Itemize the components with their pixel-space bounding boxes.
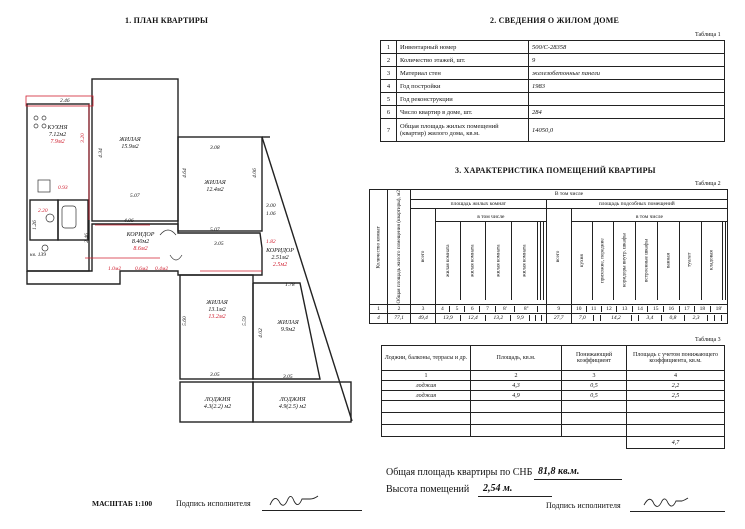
total-area-label: Общая площадь квартиры по СНБ xyxy=(386,467,533,478)
table-row: 2 Количество этажей, шт. 9 xyxy=(381,54,725,67)
dimension-label: 3.08 xyxy=(210,145,220,151)
floor-plan-drawing xyxy=(0,0,360,500)
room-area-corrected: 8.6м2 xyxy=(133,246,148,252)
room-name: КОРИДОР xyxy=(126,232,155,238)
dimension-label: 1.26 xyxy=(31,220,38,230)
area-label: 0.93 xyxy=(58,185,68,191)
room-label-corridor-1 xyxy=(113,232,168,253)
dimension-label: 5.07 xyxy=(210,227,220,233)
height-underline xyxy=(478,496,552,497)
dimension-label: 3.05 xyxy=(210,372,220,378)
room-area: 4.3(2.2) м2 xyxy=(203,404,232,410)
dimension-label: 2.46 xyxy=(60,98,70,104)
total-area-value: 81,8 кв.м. xyxy=(538,466,580,477)
table3-label: Таблица 3 xyxy=(695,337,721,343)
column-number-row: 1 2 3 4 5 6 7 8' 8'' 9 10 11 12 13 14 15 16 17 18 18' xyxy=(370,304,728,313)
area-label: 2.20 xyxy=(38,208,48,214)
table1-label: Таблица 1 xyxy=(695,32,721,38)
dimension-label: 4.06 xyxy=(124,218,134,224)
apartment-number: кв. 139 xyxy=(30,252,46,258)
loggia-total: 4,7 xyxy=(627,437,725,449)
plan-title: 1. ПЛАН КВАРТИРЫ xyxy=(125,16,209,25)
table-row: 1 Инвентарный номер 500/С-28358 xyxy=(381,41,725,54)
dimension-label: 4.64 xyxy=(181,168,188,178)
room-name: ЖИЛАЯ xyxy=(119,137,141,143)
dimension-label: 1.78 xyxy=(285,282,295,288)
room-area: 8.40м2 xyxy=(131,239,150,245)
dimension-label: 4.06 xyxy=(251,168,258,178)
dimension-label: 5.07 xyxy=(130,193,140,199)
room-label-loggia-2 xyxy=(265,397,320,411)
area-label: 1.82 xyxy=(266,239,276,245)
table-row: 7 Общая площадь жилых помещений (квартир) жилого дома, кв.м. 14050,0 xyxy=(381,119,725,142)
room-label-living-1 xyxy=(100,137,160,151)
room-area: 15.9м2 xyxy=(121,144,139,150)
area-label: 0.4м2 xyxy=(155,266,169,272)
table-row: 3 Материал стен железобетонные панели xyxy=(381,67,725,80)
room-area: 9.9м2 xyxy=(280,327,296,333)
dimension-label: 4.02 xyxy=(257,328,264,338)
room-name: ЛОДЖИЯ xyxy=(204,397,231,403)
room-name: КОРИДОР xyxy=(266,248,294,254)
table-row: лоджия 4,9 0,5 2,5 xyxy=(382,391,725,401)
apartment-rooms-table: Количество комнат Общая площадь жилого помещения (квартиры), м2 В том числе площадь жилых комнат площадь подсобных помещений всего в том числе жилая комната жилая комната жилая комната жилая комната всего в том числе кухня прихожие, передние коридоры внутр. шкафы встроенные шкафы ванная туалет кладовая 1 2 3 4 5 6 7 8' 8'' 9 10 11 12 13 14 15 16 17 18 18' 4 77,1 49,4 13,9 12,4 13,2 9,9 27,7 7,0 14,2 3,4 0,8 2,3 xyxy=(369,189,728,324)
loggia-table: Лоджии, балконы, террасы и др. Площадь, кв.м. Понижающий коэффициент Площадь с учетом понижающего коэффициента, кв.м. 1 2 3 4 лоджия 4,3 0,5 2,2 лоджия 4,9 0,5 2,5 4,7 xyxy=(381,345,725,449)
room-area: 13.1м2 xyxy=(208,307,226,313)
footer-signature-icon xyxy=(640,493,690,511)
room-label-living-4 xyxy=(268,320,308,334)
room-area: 7.12м2 xyxy=(48,132,67,138)
table-row: 4 Год постройки 1983 xyxy=(381,80,725,93)
room-area: 2.51м2 xyxy=(271,255,289,261)
area-label: 0.6м2 xyxy=(135,266,149,272)
dimension-label: 5.59 xyxy=(241,316,248,326)
dimension-label: 3.20 xyxy=(79,133,86,143)
table2-label: Таблица 2 xyxy=(695,181,721,187)
room-name: ЖИЛАЯ xyxy=(206,300,228,306)
room-area: 12.4м2 xyxy=(206,187,224,193)
signature-icon xyxy=(265,492,325,510)
apartment-title: 3. ХАРАКТЕРИСТИКА ПОМЕЩЕНИЙ КВАРТИРЫ xyxy=(455,166,656,175)
signature-line xyxy=(262,510,362,511)
scale-label: МАСШТАБ 1:100 xyxy=(92,499,153,508)
dimension-label: 5.60 xyxy=(181,316,188,326)
table-row: 5 Год реконструкции xyxy=(381,93,725,106)
footer-signature-line xyxy=(630,511,725,512)
room-name: КУХНЯ xyxy=(47,125,68,131)
values-row: 4 77,1 49,4 13,9 12,4 13,2 9,9 27,7 7,0 14,2 3,4 0,8 2,3 xyxy=(370,313,728,323)
room-label-corridor-2 xyxy=(260,248,300,269)
house-title: 2. СВЕДЕНИЯ О ЖИЛОМ ДОМЕ xyxy=(490,16,620,25)
room-area-corrected: 7.9м2 xyxy=(50,139,65,145)
table-row: 6 Число квартир в доме, шт. 284 xyxy=(381,106,725,119)
room-area: 4.9(2.5) м2 xyxy=(278,404,307,410)
area-label: 3.00 xyxy=(266,203,276,209)
room-name: ЖИЛАЯ xyxy=(277,320,299,326)
room-area-corrected: 13.2м2 xyxy=(208,314,226,320)
room-label-living-2 xyxy=(185,180,245,194)
footer-signature-label: Подпись исполнителя xyxy=(546,501,621,510)
signature-label: Подпись исполнителя xyxy=(176,499,251,508)
area-label: 1.06 xyxy=(266,211,276,217)
dimension-label: 3.05 xyxy=(214,241,224,247)
room-label-loggia-1 xyxy=(190,397,245,411)
room-label-kitchen xyxy=(30,125,85,146)
room-area-corrected: 2.5м2 xyxy=(272,262,288,268)
dimension-label: 2.46 xyxy=(83,233,90,243)
room-label-living-3 xyxy=(192,300,242,321)
dimension-label: 4.34 xyxy=(97,148,104,158)
area-label: 1.0м2 xyxy=(108,266,122,272)
living-room-3-walls xyxy=(180,275,253,379)
dimension-label: 3.05 xyxy=(283,374,293,380)
height-label: Высота помещений xyxy=(386,484,470,495)
total-area-underline xyxy=(534,479,622,480)
table-row: лоджия 4,3 0,5 2,2 xyxy=(382,381,725,391)
room-name: ЛОДЖИЯ xyxy=(279,397,306,403)
height-value: 2,54 м. xyxy=(483,483,513,494)
house-info-table xyxy=(380,40,725,142)
room-name: ЖИЛАЯ xyxy=(204,180,226,186)
